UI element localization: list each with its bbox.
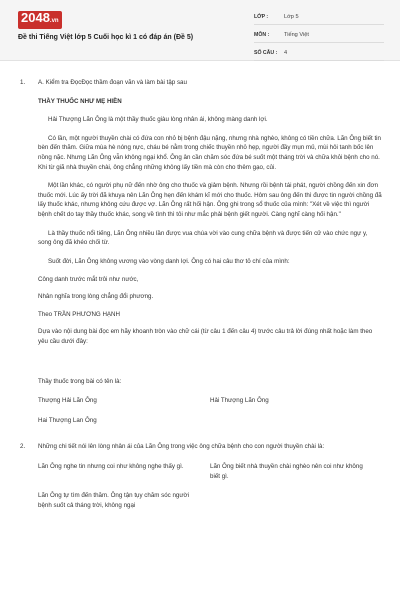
meta-value: Tiếng Việt (284, 32, 309, 39)
question-body (38, 78, 382, 425)
passage-author: Theo TRẦN PHƯƠNG HẠNH (38, 310, 120, 318)
answer-option[interactable]: Lãn Ông tự tìm đến thăm. Ông tận tụy chăm sóc người bệnh suốt cả tháng trời, không ngại (38, 492, 189, 509)
question-2 (20, 442, 382, 510)
question-number: 2. (20, 443, 26, 451)
logo-main: 2048 (21, 10, 50, 25)
spacer (38, 347, 382, 369)
poem-line: Công danh trước mắt trôi như nước, (38, 275, 139, 283)
answer-option[interactable]: Lãn Ông nghe tin nhưng coi như không nghe thấy gì. (38, 463, 184, 471)
answer-option[interactable]: Lãn Ông biết nhà thuyền chài nghèo nên coi như không biết gì. (210, 463, 363, 480)
answer-option[interactable]: Thượng Hải Lãn Ông (38, 397, 97, 405)
meta-row-count (254, 47, 384, 61)
site-logo[interactable] (18, 11, 62, 29)
question-prompt: Thầy thuốc trong bài có tên là: (38, 377, 122, 385)
answer-options (38, 452, 382, 510)
meta-row-class (254, 11, 384, 25)
meta-key: SỐ CÂU : (254, 50, 278, 57)
answer-options (38, 386, 382, 425)
question-number: 1. (20, 79, 26, 86)
document-title: Đề thi Tiếng Việt lớp 5 Cuối học kì 1 có đáp án (Đề 5) (18, 34, 194, 41)
question-body (38, 442, 382, 510)
question-prompt: Những chi tiết nói lên lòng nhân ái của Lãn Ông trong việc ông chữa bệnh cho con người thuyền chài là: (38, 443, 325, 451)
meta-panel (254, 11, 384, 65)
exam-content (20, 78, 382, 510)
passage-paragraph: Suốt đời, Lãn Ông không vương vào vòng danh lợi. Ông có hai câu thơ tỏ chí của mình: (48, 257, 290, 265)
section-instruction: A. Kiểm tra ĐọcĐọc thầm đoạn văn và làm bài tập sau (38, 79, 187, 86)
poem-line: Nhân nghĩa trong lòng chẳng đổi phương. (38, 293, 154, 301)
meta-key: MÔN : (254, 32, 270, 39)
meta-key: LỚP : (254, 14, 269, 21)
logo-suffix: .vn (49, 18, 59, 24)
answer-option[interactable]: Hai Thượng Lan Ông (38, 416, 97, 424)
meta-row-subject (254, 29, 384, 43)
passage-paragraph: Có lần, một người thuyền chài có đứa con nhỏ bị bệnh đậu nặng, nhưng nhà nghèo, không có tiền chữa. Lãn Ông biết tin bèn đến thăm. Giữa mùa hè nóng nực, cháu bé nằm trong chiếc thuyền nhỏ hẹp, người đầy mụn mủ, mùi hôi tanh bốc lên nồng nặc. Nhưng Lãn Ông vẫn không ngại khổ. Ông ân cần chăm sóc đứa bé suốt một tháng trời và chữa khỏi bệnh cho nó. Khi từ giã nhà thuyền chài, ông chẳng những không lấy tiền mà còn cho thêm gạo, củi. (38, 134, 381, 171)
meta-value: Lớp 5 (284, 14, 299, 21)
passage-paragraph: Một lần khác, có người phụ nữ đến nhờ ông cho thuốc và giảm bệnh. Nhưng rồi bệnh tái phát, người chồng đến xin đơn thuốc mới. Lúc ấy trời đã khuya nên Lãn Ông hẹn đến khám kĩ mới cho thuốc. Hôm sau ông đến thì được tin người chồng đã lấy thuốc khác, nhưng không cứu được vợ. Lãn Ông rất hối hận. Ông ghi trong sổ thuốc của mình: "Xét về việc thì người bệnh chết do tay thầy thuốc khác, song về tình thì tôi như mắc phải bệnh giết người. Càng nghĩ càng hối hận." (38, 182, 382, 219)
question-1 (20, 78, 382, 425)
meta-value: 4 (284, 50, 288, 57)
answer-directions: Dựa vào nội dung bài đọc em hãy khoanh tròn vào chữ cái (từ câu 1 đến câu 4) trước câu trả lời đúng nhất hoặc làm theo yêu cầu dưới đây: (38, 328, 373, 345)
answer-option[interactable]: Hải Thượng Lãn Ông (210, 397, 269, 405)
passage-paragraph: Là thầy thuốc nổi tiếng, Lãn Ông nhiều lần được vua chúa vời vào cung chữa bệnh và được tiến cử vào chức ngự y, song ông đã khéo chối từ. (38, 229, 368, 247)
passage-title: THẦY THUỐC NHƯ MẸ HIỀN (38, 97, 122, 105)
passage-paragraph: Hải Thượng Lãn Ông là một thầy thuốc giàu lòng nhân ái, không màng danh lợi. (48, 116, 268, 124)
page-header (0, 0, 400, 61)
